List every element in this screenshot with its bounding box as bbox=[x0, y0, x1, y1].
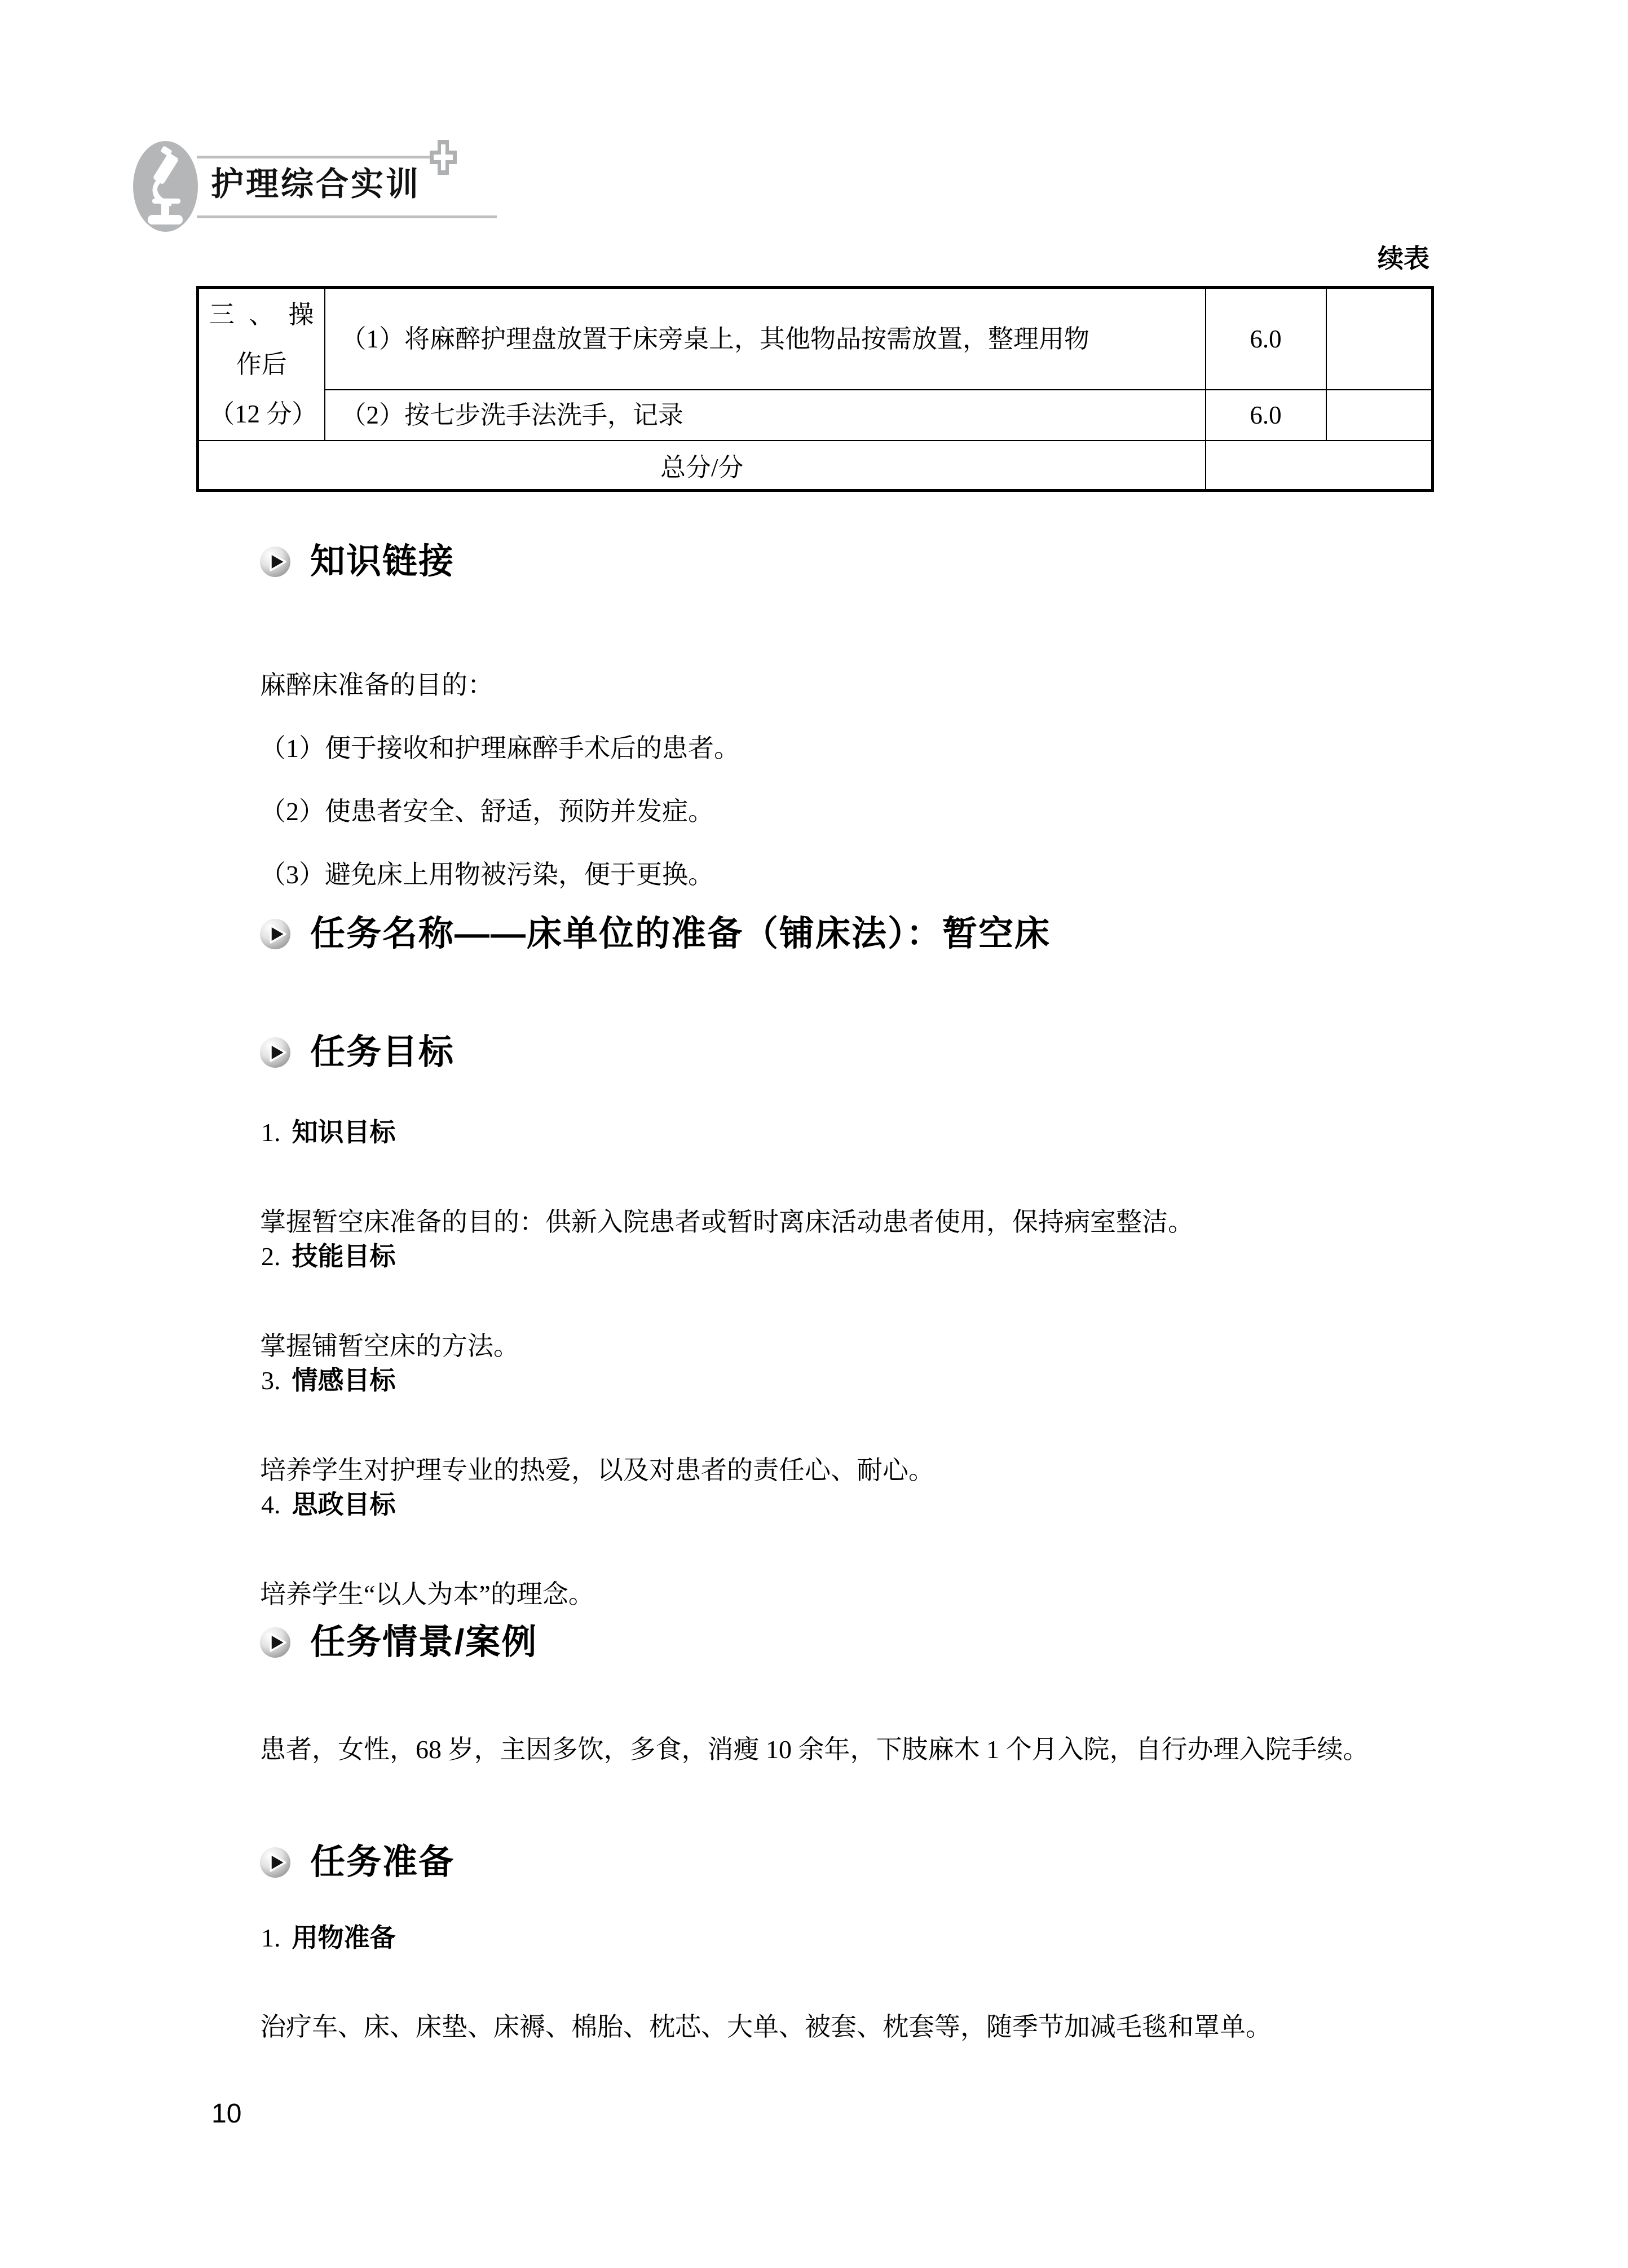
item-number: 4. bbox=[261, 1490, 281, 1519]
item-label: 知识目标 bbox=[292, 1117, 396, 1147]
play-icon bbox=[259, 546, 291, 578]
paragraph: （1）便于接收和护理麻醉手术后的患者。 bbox=[260, 734, 740, 763]
item-number: 3. bbox=[261, 1366, 281, 1395]
goal-subheading-affective bbox=[261, 1364, 396, 1397]
paragraph: （3）避免床上用物被污染，便于更换。 bbox=[260, 860, 714, 889]
step-text-cell: （1）将麻醉护理盘放置于床旁桌上，其他物品按需放置，整理用物 bbox=[325, 288, 1206, 390]
row-group-line: 作后 bbox=[236, 350, 287, 378]
table-row bbox=[198, 288, 1433, 390]
paragraph: 麻醉床准备的目的： bbox=[260, 671, 493, 699]
item-number: 2. bbox=[261, 1242, 281, 1271]
step-text-cell: （2）按七步洗手法洗手，记录 bbox=[325, 390, 1206, 441]
continued-table-label: 续表 bbox=[1378, 244, 1430, 273]
score-cell: 6.0 bbox=[1206, 288, 1326, 390]
goal-subheading-skill bbox=[261, 1240, 396, 1273]
case-paragraph: 患者，女性，68 岁，主因多饮，多食，消瘦 10 余年，下肢麻木 1 个月入院，自行办理入院手续。 bbox=[260, 1735, 1369, 1764]
paragraph: 培养学生对护理专业的热爱，以及对患者的责任心、耐心。 bbox=[260, 1456, 934, 1485]
section-heading-knowledge-link bbox=[259, 541, 455, 582]
table-row-total bbox=[198, 441, 1433, 491]
section-heading-task-goals bbox=[259, 1032, 455, 1073]
total-label-cell: 总分/分 bbox=[198, 441, 1206, 491]
note-cell bbox=[1326, 390, 1433, 441]
goal-subheading-ideology bbox=[261, 1488, 396, 1521]
section-heading-task-scenario bbox=[259, 1622, 537, 1663]
book-title: 护理综合实训 bbox=[211, 166, 421, 202]
row-group-line: 三、操 bbox=[209, 300, 314, 329]
item-number: 1. bbox=[261, 1118, 281, 1147]
item-label: 技能目标 bbox=[292, 1241, 396, 1271]
score-table bbox=[196, 286, 1434, 492]
play-icon bbox=[259, 1037, 291, 1068]
score-cell: 6.0 bbox=[1206, 390, 1326, 441]
prep-subheading-supplies bbox=[261, 1921, 396, 1954]
header-rule-top bbox=[197, 156, 436, 158]
section-title: 知识链接 bbox=[310, 542, 455, 581]
table-row bbox=[198, 390, 1433, 441]
supplies-paragraph: 治疗车、床、床垫、床褥、棉胎、枕芯、大单、被套、枕套等，随季节加减毛毯和罩单。 bbox=[260, 2012, 1272, 2041]
paragraph: 培养学生“以人为本”的理念。 bbox=[260, 1580, 594, 1609]
section-title: 任务名称——床单位的准备（铺床法）：暂空床 bbox=[310, 914, 1051, 953]
row-group-cell bbox=[198, 288, 325, 441]
row-group-line: （12 分） bbox=[209, 399, 317, 428]
medical-cross-icon bbox=[430, 140, 457, 175]
microscope-icon bbox=[133, 141, 198, 232]
section-heading-task-name bbox=[259, 914, 1051, 954]
item-label: 用物准备 bbox=[292, 1923, 396, 1952]
section-title: 任务准备 bbox=[310, 1843, 455, 1882]
play-icon bbox=[259, 918, 291, 950]
section-title: 任务情景/案例 bbox=[310, 1623, 538, 1662]
item-label: 情感目标 bbox=[292, 1366, 396, 1395]
goal-subheading-knowledge bbox=[261, 1116, 396, 1149]
total-value-cell bbox=[1206, 441, 1433, 491]
play-icon bbox=[259, 1847, 291, 1878]
play-icon bbox=[259, 1627, 291, 1658]
item-label: 思政目标 bbox=[292, 1490, 396, 1519]
item-number: 1. bbox=[261, 1923, 281, 1952]
note-cell bbox=[1326, 288, 1433, 390]
header-rule-bottom bbox=[197, 215, 497, 218]
section-title: 任务目标 bbox=[310, 1033, 455, 1072]
section-heading-task-preparation bbox=[259, 1842, 455, 1883]
paragraph: 掌握铺暂空床的方法。 bbox=[260, 1332, 519, 1360]
paragraph: （2）使患者安全、舒适，预防并发症。 bbox=[260, 797, 714, 826]
paragraph: 掌握暂空床准备的目的：供新入院患者或暂时离床活动患者使用，保持病室整洁。 bbox=[260, 1208, 1194, 1236]
page-number: 10 bbox=[211, 2099, 242, 2129]
